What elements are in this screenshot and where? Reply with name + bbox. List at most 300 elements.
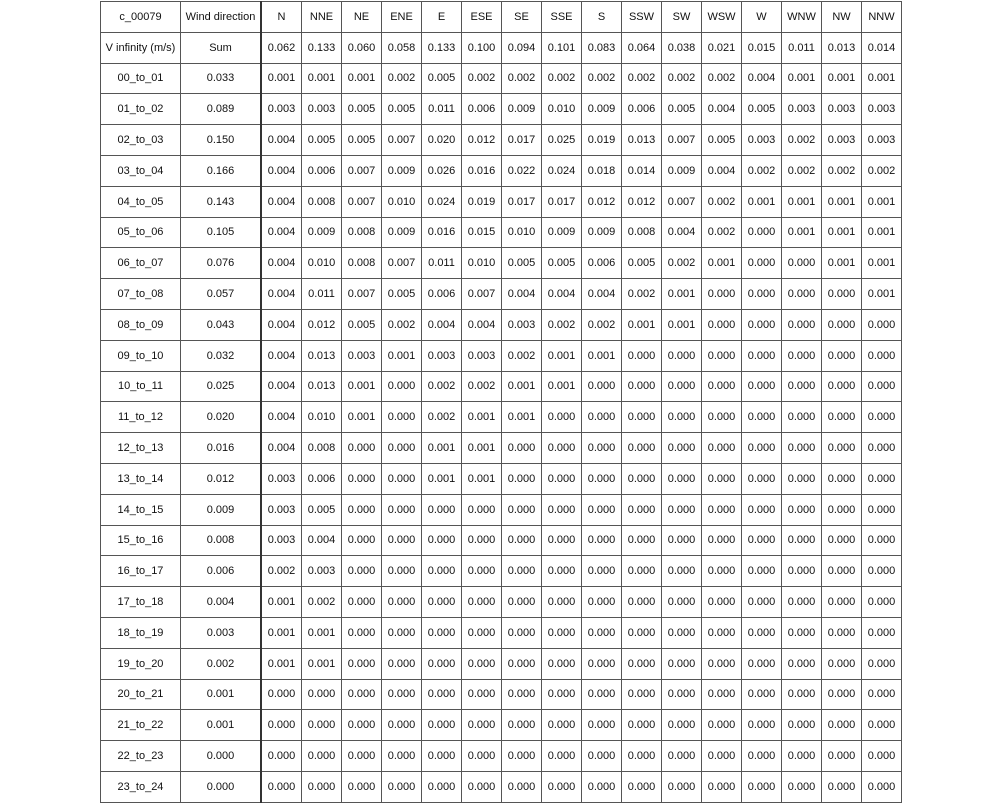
frequency-cell: 0.005: [422, 63, 462, 94]
frequency-cell: 0.000: [742, 741, 782, 772]
frequency-cell: 0.001: [462, 402, 502, 433]
frequency-cell: 0.009: [582, 217, 622, 248]
speed-bin-label: 23_to_24: [101, 771, 181, 802]
frequency-cell: 0.000: [382, 463, 422, 494]
frequency-cell: 0.000: [502, 433, 542, 464]
frequency-cell: 0.005: [502, 248, 542, 279]
frequency-cell: 0.000: [822, 340, 862, 371]
direction-label-ene: ENE: [382, 2, 422, 33]
frequency-cell: 0.000: [382, 402, 422, 433]
frequency-cell: 0.004: [261, 371, 302, 402]
frequency-cell: 0.000: [462, 771, 502, 802]
frequency-cell: 0.008: [302, 433, 342, 464]
frequency-cell: 0.000: [662, 556, 702, 587]
frequency-cell: 0.005: [302, 494, 342, 525]
table-row: [101, 617, 902, 648]
frequency-cell: 0.004: [261, 125, 302, 156]
frequency-cell: 0.000: [261, 679, 302, 710]
speed-bin-label: 10_to_11: [101, 371, 181, 402]
frequency-cell: 0.003: [742, 125, 782, 156]
frequency-cell: 0.001: [382, 340, 422, 371]
frequency-cell: 0.009: [502, 94, 542, 125]
speed-bin-sum: 0.033: [181, 63, 262, 94]
direction-sum-ne: 0.060: [342, 32, 382, 63]
direction-label-wsw: WSW: [702, 2, 742, 33]
frequency-cell: 0.000: [342, 741, 382, 772]
frequency-cell: 0.000: [822, 710, 862, 741]
frequency-cell: 0.007: [662, 186, 702, 217]
frequency-cell: 0.000: [302, 741, 342, 772]
frequency-cell: 0.008: [342, 248, 382, 279]
frequency-cell: 0.000: [782, 771, 822, 802]
table-row: [101, 340, 902, 371]
frequency-cell: 0.000: [862, 771, 902, 802]
frequency-cell: 0.000: [822, 771, 862, 802]
speed-bin-label: 15_to_16: [101, 525, 181, 556]
frequency-cell: 0.000: [702, 771, 742, 802]
table-row: [101, 186, 902, 217]
frequency-cell: 0.000: [582, 679, 622, 710]
frequency-cell: 0.000: [342, 771, 382, 802]
frequency-cell: 0.004: [261, 186, 302, 217]
frequency-cell: 0.020: [422, 125, 462, 156]
frequency-cell: 0.000: [742, 309, 782, 340]
frequency-cell: 0.000: [702, 279, 742, 310]
frequency-cell: 0.000: [382, 433, 422, 464]
frequency-cell: 0.001: [782, 63, 822, 94]
direction-sum-n: 0.062: [261, 32, 302, 63]
frequency-cell: 0.002: [462, 371, 502, 402]
speed-bin-sum: 0.025: [181, 371, 262, 402]
frequency-cell: 0.000: [582, 463, 622, 494]
frequency-cell: 0.000: [862, 710, 902, 741]
frequency-cell: 0.000: [502, 741, 542, 772]
frequency-cell: 0.005: [342, 309, 382, 340]
frequency-cell: 0.003: [342, 340, 382, 371]
frequency-cell: 0.001: [342, 63, 382, 94]
direction-label-n: N: [261, 2, 302, 33]
frequency-cell: 0.001: [542, 371, 582, 402]
frequency-cell: 0.001: [782, 186, 822, 217]
frequency-cell: 0.000: [342, 556, 382, 587]
frequency-cell: 0.001: [342, 402, 382, 433]
speed-bin-label: 21_to_22: [101, 710, 181, 741]
frequency-cell: 0.004: [261, 402, 302, 433]
frequency-cell: 0.000: [862, 741, 902, 772]
frequency-cell: 0.000: [862, 340, 902, 371]
frequency-cell: 0.000: [662, 587, 702, 618]
frequency-cell: 0.000: [622, 587, 662, 618]
frequency-cell: 0.000: [862, 309, 902, 340]
direction-label-s: S: [582, 2, 622, 33]
frequency-cell: 0.003: [302, 556, 342, 587]
frequency-cell: 0.000: [462, 617, 502, 648]
frequency-cell: 0.001: [422, 463, 462, 494]
frequency-cell: 0.000: [782, 463, 822, 494]
frequency-cell: 0.000: [382, 587, 422, 618]
speed-bin-sum: 0.003: [181, 617, 262, 648]
frequency-cell: 0.000: [742, 248, 782, 279]
frequency-cell: 0.007: [342, 186, 382, 217]
frequency-cell: 0.000: [702, 402, 742, 433]
frequency-cell: 0.000: [502, 617, 542, 648]
direction-label-e: E: [422, 2, 462, 33]
frequency-cell: 0.000: [822, 494, 862, 525]
frequency-cell: 0.002: [662, 248, 702, 279]
frequency-cell: 0.000: [702, 648, 742, 679]
frequency-cell: 0.012: [302, 309, 342, 340]
frequency-cell: 0.004: [261, 340, 302, 371]
frequency-cell: 0.005: [382, 94, 422, 125]
speed-bin-label: 09_to_10: [101, 340, 181, 371]
frequency-cell: 0.003: [822, 94, 862, 125]
frequency-cell: 0.000: [742, 433, 782, 464]
frequency-cell: 0.000: [261, 741, 302, 772]
speed-bin-label: 20_to_21: [101, 679, 181, 710]
frequency-cell: 0.006: [302, 155, 342, 186]
frequency-cell: 0.002: [702, 186, 742, 217]
frequency-cell: 0.000: [622, 463, 662, 494]
frequency-cell: 0.000: [662, 648, 702, 679]
frequency-cell: 0.000: [582, 617, 622, 648]
frequency-cell: 0.002: [302, 587, 342, 618]
frequency-cell: 0.000: [662, 371, 702, 402]
frequency-cell: 0.000: [622, 340, 662, 371]
frequency-cell: 0.001: [302, 648, 342, 679]
frequency-cell: 0.000: [822, 433, 862, 464]
frequency-cell: 0.000: [822, 741, 862, 772]
frequency-cell: 0.000: [662, 710, 702, 741]
speed-bin-label: 07_to_08: [101, 279, 181, 310]
frequency-cell: 0.000: [502, 710, 542, 741]
frequency-cell: 0.000: [742, 771, 782, 802]
frequency-cell: 0.000: [702, 617, 742, 648]
table-row: [101, 525, 902, 556]
frequency-cell: 0.000: [382, 525, 422, 556]
frequency-cell: 0.001: [822, 217, 862, 248]
frequency-cell: 0.000: [462, 741, 502, 772]
frequency-cell: 0.024: [422, 186, 462, 217]
frequency-cell: 0.000: [662, 679, 702, 710]
frequency-cell: 0.019: [462, 186, 502, 217]
frequency-cell: 0.001: [582, 340, 622, 371]
speed-bin-label: 03_to_04: [101, 155, 181, 186]
speed-bin-label: 13_to_14: [101, 463, 181, 494]
frequency-cell: 0.004: [261, 433, 302, 464]
frequency-cell: 0.001: [862, 63, 902, 94]
frequency-cell: 0.000: [862, 617, 902, 648]
frequency-cell: 0.000: [342, 617, 382, 648]
frequency-cell: 0.003: [822, 125, 862, 156]
frequency-cell: 0.000: [542, 679, 582, 710]
frequency-cell: 0.003: [862, 94, 902, 125]
frequency-cell: 0.000: [782, 494, 822, 525]
frequency-cell: 0.007: [382, 125, 422, 156]
frequency-cell: 0.004: [662, 217, 702, 248]
frequency-cell: 0.005: [622, 248, 662, 279]
frequency-cell: 0.000: [542, 433, 582, 464]
frequency-cell: 0.000: [342, 710, 382, 741]
frequency-cell: 0.000: [302, 710, 342, 741]
direction-label-nw: NW: [822, 2, 862, 33]
frequency-cell: 0.002: [782, 155, 822, 186]
frequency-cell: 0.000: [702, 710, 742, 741]
frequency-cell: 0.004: [542, 279, 582, 310]
direction-label-ssw: SSW: [622, 2, 662, 33]
frequency-cell: 0.003: [782, 94, 822, 125]
frequency-cell: 0.012: [622, 186, 662, 217]
frequency-cell: 0.019: [582, 125, 622, 156]
table-row: [101, 279, 902, 310]
frequency-cell: 0.000: [382, 556, 422, 587]
frequency-cell: 0.013: [302, 371, 342, 402]
speed-bin-sum: 0.143: [181, 186, 262, 217]
frequency-cell: 0.007: [462, 279, 502, 310]
frequency-cell: 0.001: [502, 402, 542, 433]
frequency-cell: 0.001: [622, 309, 662, 340]
frequency-cell: 0.000: [462, 556, 502, 587]
frequency-cell: 0.000: [582, 525, 622, 556]
frequency-cell: 0.000: [261, 710, 302, 741]
frequency-cell: 0.000: [622, 648, 662, 679]
table-row: [101, 648, 902, 679]
frequency-cell: 0.000: [862, 463, 902, 494]
frequency-cell: 0.000: [462, 648, 502, 679]
direction-sum-nne: 0.133: [302, 32, 342, 63]
frequency-cell: 0.024: [542, 155, 582, 186]
frequency-cell: 0.000: [862, 402, 902, 433]
frequency-cell: 0.000: [862, 494, 902, 525]
frequency-cell: 0.002: [462, 63, 502, 94]
direction-label-sw: SW: [662, 2, 702, 33]
speed-bin-sum: 0.002: [181, 648, 262, 679]
frequency-cell: 0.000: [782, 741, 822, 772]
frequency-cell: 0.000: [542, 710, 582, 741]
frequency-cell: 0.000: [782, 340, 822, 371]
frequency-cell: 0.000: [742, 556, 782, 587]
speed-bin-sum: 0.105: [181, 217, 262, 248]
frequency-cell: 0.008: [342, 217, 382, 248]
frequency-cell: 0.001: [862, 248, 902, 279]
frequency-cell: 0.002: [422, 402, 462, 433]
frequency-cell: 0.005: [302, 125, 342, 156]
frequency-cell: 0.000: [702, 679, 742, 710]
frequency-cell: 0.000: [742, 402, 782, 433]
frequency-cell: 0.002: [502, 63, 542, 94]
frequency-cell: 0.002: [502, 340, 542, 371]
direction-label-sse: SSE: [542, 2, 582, 33]
frequency-cell: 0.004: [261, 309, 302, 340]
frequency-cell: 0.001: [302, 617, 342, 648]
frequency-cell: 0.000: [342, 648, 382, 679]
frequency-cell: 0.004: [261, 279, 302, 310]
frequency-cell: 0.000: [502, 679, 542, 710]
frequency-cell: 0.000: [742, 217, 782, 248]
frequency-cell: 0.004: [422, 309, 462, 340]
frequency-cell: 0.000: [822, 679, 862, 710]
frequency-cell: 0.016: [422, 217, 462, 248]
frequency-cell: 0.001: [822, 186, 862, 217]
frequency-cell: 0.000: [742, 617, 782, 648]
frequency-cell: 0.000: [582, 371, 622, 402]
frequency-cell: 0.002: [422, 371, 462, 402]
frequency-cell: 0.000: [782, 617, 822, 648]
direction-label-wnw: WNW: [782, 2, 822, 33]
frequency-cell: 0.000: [662, 433, 702, 464]
frequency-cell: 0.000: [622, 402, 662, 433]
frequency-cell: 0.000: [342, 463, 382, 494]
frequency-cell: 0.001: [702, 248, 742, 279]
header-row: [101, 2, 902, 33]
frequency-cell: 0.000: [782, 371, 822, 402]
speed-bin-label: 12_to_13: [101, 433, 181, 464]
frequency-cell: 0.000: [702, 556, 742, 587]
speed-bin-sum: 0.076: [181, 248, 262, 279]
frequency-cell: 0.000: [542, 525, 582, 556]
frequency-cell: 0.005: [662, 94, 702, 125]
frequency-cell: 0.001: [302, 63, 342, 94]
frequency-cell: 0.000: [542, 556, 582, 587]
direction-sum-sse: 0.101: [542, 32, 582, 63]
frequency-cell: 0.000: [382, 741, 422, 772]
frequency-cell: 0.001: [662, 309, 702, 340]
sum-row: [101, 32, 902, 63]
speed-bin-label: 19_to_20: [101, 648, 181, 679]
frequency-cell: 0.000: [782, 710, 822, 741]
speed-bin-label: 08_to_09: [101, 309, 181, 340]
speed-bin-sum: 0.009: [181, 494, 262, 525]
direction-sum-wnw: 0.011: [782, 32, 822, 63]
frequency-cell: 0.000: [742, 587, 782, 618]
table-row: [101, 402, 902, 433]
frequency-cell: 0.000: [622, 494, 662, 525]
speed-bin-sum: 0.150: [181, 125, 262, 156]
frequency-cell: 0.000: [742, 494, 782, 525]
frequency-cell: 0.000: [382, 494, 422, 525]
frequency-cell: 0.000: [462, 679, 502, 710]
frequency-cell: 0.001: [502, 371, 542, 402]
table-row: [101, 463, 902, 494]
frequency-cell: 0.010: [382, 186, 422, 217]
frequency-cell: 0.000: [422, 710, 462, 741]
frequency-cell: 0.000: [742, 340, 782, 371]
frequency-cell: 0.001: [662, 279, 702, 310]
frequency-cell: 0.000: [502, 494, 542, 525]
frequency-cell: 0.000: [622, 525, 662, 556]
speed-bin-sum: 0.006: [181, 556, 262, 587]
frequency-cell: 0.000: [702, 741, 742, 772]
frequency-cell: 0.005: [342, 125, 382, 156]
frequency-cell: 0.014: [622, 155, 662, 186]
direction-label-se: SE: [502, 2, 542, 33]
frequency-cell: 0.000: [862, 587, 902, 618]
direction-sum-w: 0.015: [742, 32, 782, 63]
frequency-cell: 0.002: [702, 63, 742, 94]
frequency-cell: 0.002: [542, 309, 582, 340]
direction-sum-sw: 0.038: [662, 32, 702, 63]
frequency-cell: 0.000: [662, 771, 702, 802]
frequency-cell: 0.000: [422, 525, 462, 556]
direction-header: Wind direction: [181, 2, 262, 33]
frequency-cell: 0.000: [542, 741, 582, 772]
frequency-cell: 0.002: [702, 217, 742, 248]
frequency-cell: 0.013: [622, 125, 662, 156]
frequency-cell: 0.000: [662, 494, 702, 525]
frequency-cell: 0.000: [822, 617, 862, 648]
frequency-cell: 0.017: [502, 186, 542, 217]
table-row: [101, 433, 902, 464]
frequency-cell: 0.026: [422, 155, 462, 186]
frequency-cell: 0.000: [862, 648, 902, 679]
direction-sum-nw: 0.013: [822, 32, 862, 63]
speed-bin-label: 04_to_05: [101, 186, 181, 217]
frequency-cell: 0.000: [542, 617, 582, 648]
frequency-cell: 0.000: [302, 771, 342, 802]
frequency-cell: 0.000: [782, 402, 822, 433]
frequency-cell: 0.000: [582, 741, 622, 772]
direction-sum-s: 0.083: [582, 32, 622, 63]
frequency-cell: 0.000: [622, 741, 662, 772]
frequency-cell: 0.005: [742, 94, 782, 125]
frequency-cell: 0.000: [582, 433, 622, 464]
frequency-cell: 0.000: [422, 648, 462, 679]
frequency-cell: 0.001: [422, 433, 462, 464]
frequency-cell: 0.000: [822, 648, 862, 679]
frequency-cell: 0.000: [582, 494, 622, 525]
frequency-cell: 0.001: [261, 587, 302, 618]
frequency-cell: 0.000: [822, 587, 862, 618]
frequency-cell: 0.000: [782, 433, 822, 464]
frequency-cell: 0.004: [261, 248, 302, 279]
frequency-cell: 0.000: [382, 617, 422, 648]
frequency-cell: 0.015: [462, 217, 502, 248]
speed-bin-label: 17_to_18: [101, 587, 181, 618]
frequency-cell: 0.025: [542, 125, 582, 156]
frequency-cell: 0.009: [662, 155, 702, 186]
frequency-cell: 0.000: [742, 679, 782, 710]
frequency-cell: 0.000: [342, 587, 382, 618]
frequency-cell: 0.000: [422, 556, 462, 587]
frequency-cell: 0.009: [582, 94, 622, 125]
frequency-cell: 0.012: [462, 125, 502, 156]
frequency-cell: 0.000: [422, 741, 462, 772]
table-row: [101, 771, 902, 802]
table-row: [101, 587, 902, 618]
direction-sum-e: 0.133: [422, 32, 462, 63]
frequency-cell: 0.000: [822, 279, 862, 310]
speed-bin-sum: 0.012: [181, 463, 262, 494]
frequency-cell: 0.000: [382, 371, 422, 402]
frequency-cell: 0.003: [422, 340, 462, 371]
frequency-cell: 0.004: [702, 155, 742, 186]
frequency-cell: 0.006: [462, 94, 502, 125]
frequency-cell: 0.000: [862, 556, 902, 587]
speed-bin-sum: 0.000: [181, 741, 262, 772]
frequency-cell: 0.000: [702, 309, 742, 340]
table-row: [101, 741, 902, 772]
speed-bin-sum: 0.089: [181, 94, 262, 125]
frequency-cell: 0.007: [382, 248, 422, 279]
frequency-cell: 0.000: [782, 309, 822, 340]
table-row: [101, 217, 902, 248]
speed-bin-sum: 0.001: [181, 679, 262, 710]
table-row: [101, 155, 902, 186]
frequency-cell: 0.000: [382, 710, 422, 741]
frequency-cell: 0.008: [622, 217, 662, 248]
frequency-cell: 0.000: [542, 463, 582, 494]
table-body: [101, 2, 902, 803]
frequency-cell: 0.006: [302, 463, 342, 494]
